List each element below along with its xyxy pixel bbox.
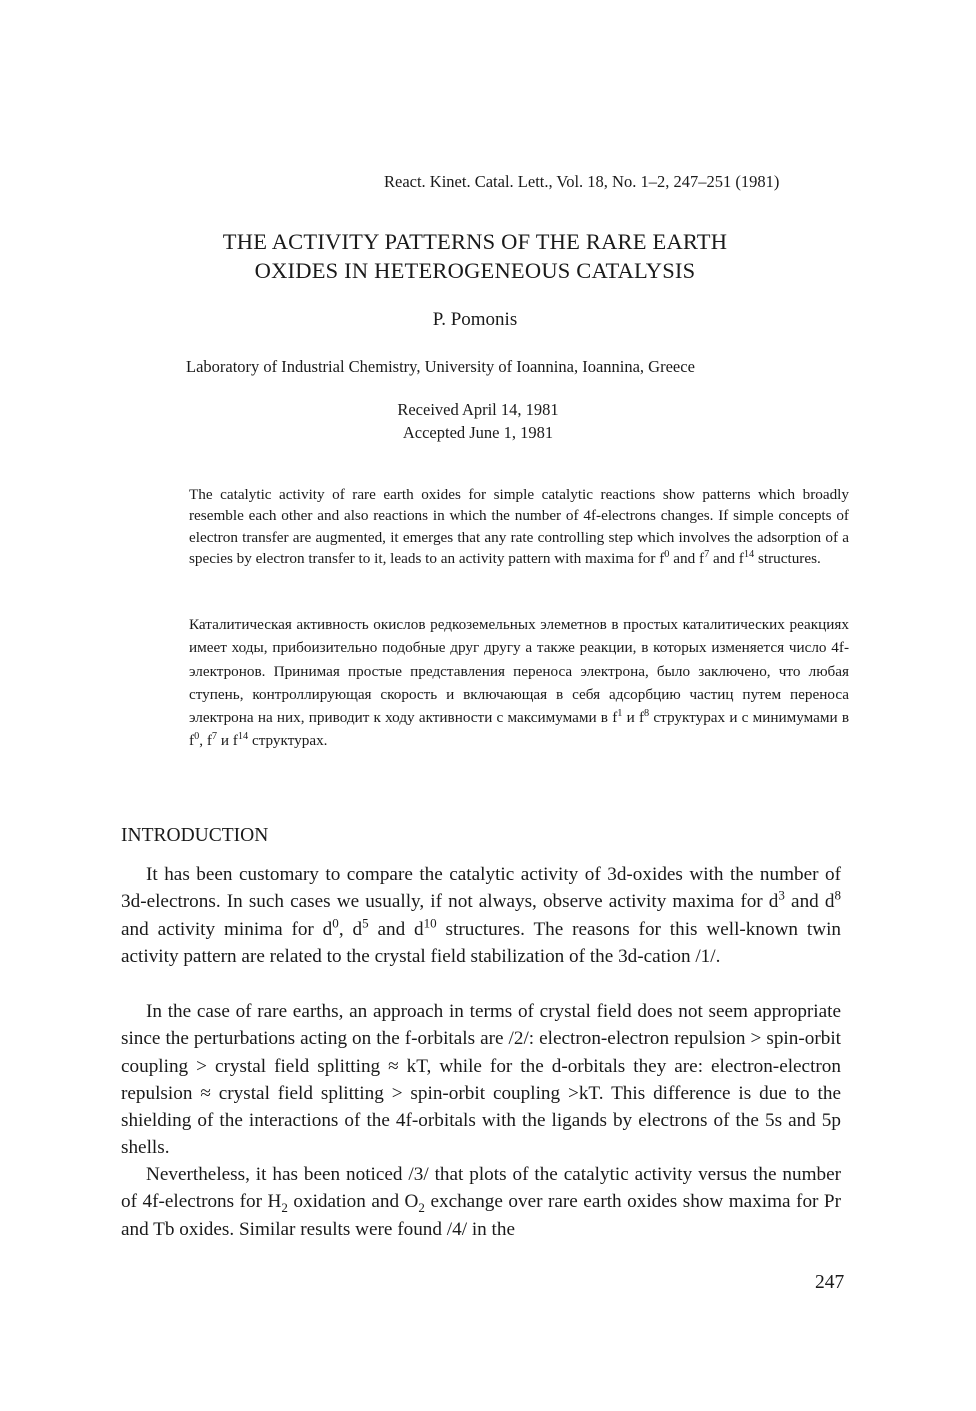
affiliation: Laboratory of Industrial Chemistry, University of Ioannina, Ioannina, Greece — [186, 357, 695, 376]
accepted-date: Accepted June 1, 1981 — [402, 423, 554, 442]
paper-title — [0, 227, 950, 285]
abstract-english: The catalytic activity of rare earth oxides for simple catalytic reactions show patterns which broadly resemble each other and also reactions in which the number of 4f-electrons changes. If simple concepts of electron transfer are augmented, it emerges that any rate controlling step which involves the adsorption of a species by electron transfer to it, leads to an activity pattern with maxima for $f^0$ and $f^7$ and $f^{14}$ structures. — [189, 486, 849, 567]
author-name: P. Pomonis — [432, 309, 518, 330]
intro-paragraph-3: Nevertheless, it has been noticed /3/ that plots of the catalytic activity versus the number of 4f-electrons for $H_2$ oxidation and $O_2$ exchange over rare earth oxides show maxima for Pr and Tb oxides. Similar results were found /4/ in the — [121, 1164, 841, 1240]
title-line-1: THE ACTIVITY PATTERNS OF THE RARE EARTH — [222, 229, 728, 254]
journal-reference: React. Kinet. Catal. Lett., Vol. 18, No. 1–2, 247–251 (1981) — [384, 172, 780, 191]
intro-paragraph-2: In the case of rare earths, an approach in terms of crystal field does not seem appropriate since the perturbations acting on the f-orbitals are /2/: electron-electron repulsion > spin-orbit coupling > crystal field splitting ≈ kT, while for the d-orbitals they are: electron-electron repulsion ≈ crystal field splitting > spin-orbit coupling >kT. This difference is due to the shielding of the interactions of the 4f-orbitals with the ligands by electrons of the 5s and 5p shells. — [121, 1001, 841, 1159]
received-date: Received April 14, 1981 — [397, 400, 559, 419]
title-line-2: OXIDES IN HETEROGENEOUS CATALYSIS — [254, 258, 696, 283]
section-heading-introduction: INTRODUCTION — [121, 825, 269, 846]
page-number: 247 — [815, 1272, 845, 1293]
abstract-russian: Каталитическая активность окислов редкоземельных элеметнов в простых каталитических реакциях имеет ходы, прибоизительно подобные друг другу а также реакции, в которых изменяется число 4f-электронов. Принимая простые представления переноса электрона, было заключено, что любая ступень, контроллирующая скорость и включающая в себя адсорбцию частиц путем переноса электрона на них, приводит к ходу активности с максимумами в $f^1$ и $f^8$ структурах и с минимумами в $f^0$, $f^7$ и $f^{14}$ структурах. — [189, 616, 850, 750]
submission-dates — [0, 398, 956, 444]
intro-paragraph-1: It has been customary to compare the catalytic activity of 3d-oxides with the number of 3d-electrons. In such cases we usually, if not always, observe activity maxima for $d^3$ and $d^8$ and activity minima for $d^0$, $d^5$ and $d^{10}$ structures. The reasons for this well-known twin activity pattern are related to the crystal field stabilization of the 3d-cation /1/. — [121, 864, 841, 967]
